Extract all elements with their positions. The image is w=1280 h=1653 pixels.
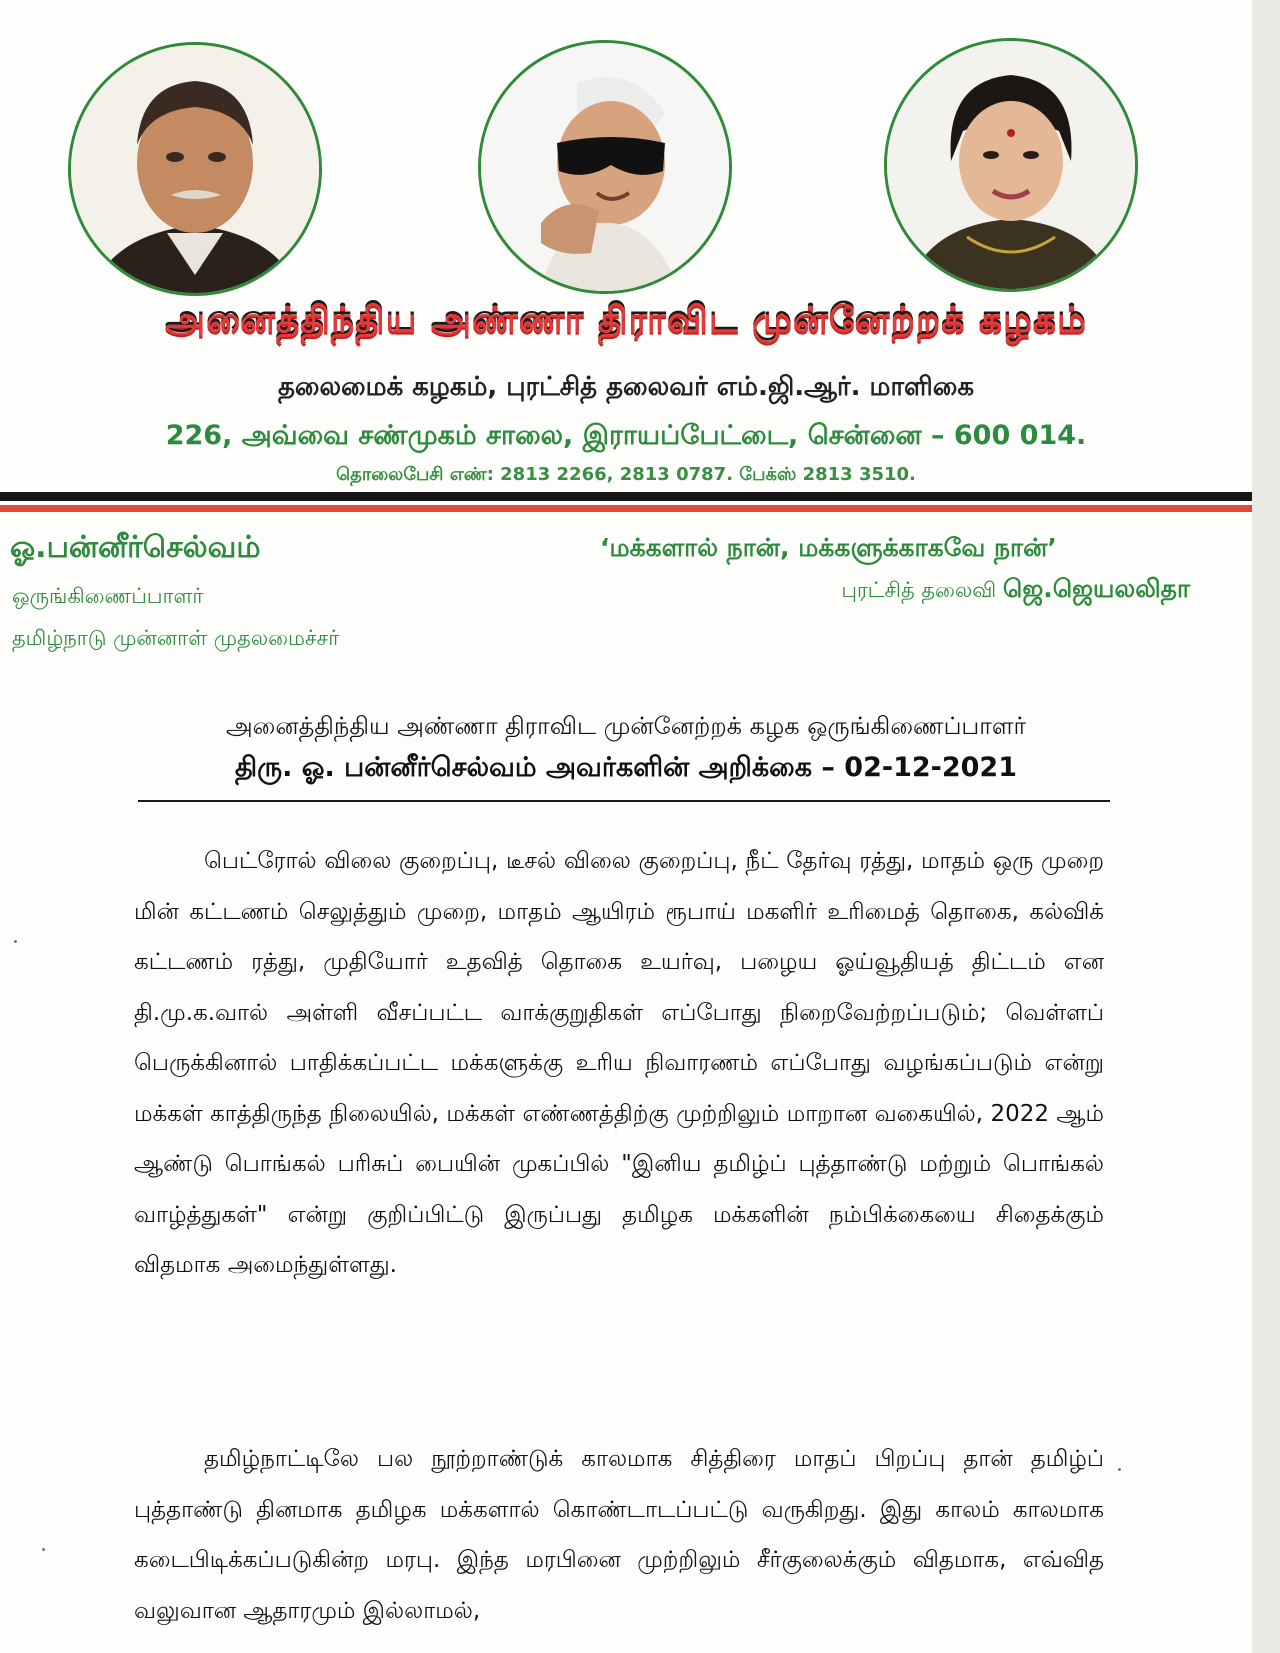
portrait-right: [884, 38, 1138, 292]
statement-heading-line2: திரு. ஓ. பன்னீர்செல்வம் அவர்களின் அறிக்கை – 02-12-2021: [235, 752, 1017, 783]
headquarters-line: தலைமைக் கழகம், புரட்சித் தலைவர் எம்.ஜி.ஆர். மாளிகை: [277, 372, 975, 402]
portrait-left: [68, 42, 322, 296]
sender-name: ஓ.பன்னீர்செல்வம்: [10, 530, 261, 565]
portrait-left-image: [71, 45, 319, 293]
scan-speck: [1118, 1468, 1121, 1471]
header-rule-red: [0, 505, 1252, 512]
statement-paragraph-1: பெட்ரோல் விலை குறைப்பு, டீசல் விலை குறைப்பு, நீட் தேர்வு ரத்து, மாதம் ஒரு முறை மின் கட்டணம் செலுத்தும் முறை, மாதம் ஆயிரம் ரூபாய் மகளிர் உரிமைத் தொகை, கல்விக் கட்டணம் ரத்து, முதியோர் உதவித் தொகை உயர்வு, பழைய ஓய்வூதியத் திட்டம் என தி.மு.க.வால் அள்ளி வீசப்பட்ட வாக்குறுதிகள் எப்போது நிறைவேற்றப்படும்; வெள்ளப் பெருக்கினால் பாதிக்கப்பட்ட மக்களுக்கு உரிய நிவாரணம் எப்போது வழங்கப்படும் என்று மக்கள் காத்திருந்த நிலையில், மக்கள் எண்ணத்திற்கு முற்றிலும் மாறான வகையில், 2022 ஆம் ஆண்டு பொங்கல் பரிசுப் பையின் முகப்பில் "இனிய தமிழ்ப் புத்தாண்டு மற்றும் பொங்கல் வாழ்த்துகள்" என்று குறிப்பிட்டு இருப்பது தமிழக மக்களின் நம்பிக்கையை சிதைக்கும் விதமாக அமைந்துள்ளது.: [134, 848, 1105, 1278]
motto-attribution: [841, 574, 1190, 607]
sender-former-title: தமிழ்நாடு முன்னாள் முதலமைச்சர்: [12, 626, 340, 650]
motto-attribution-prefix: புரட்சித் தலைவி: [841, 578, 997, 602]
page-edge: [1252, 0, 1280, 1653]
statement-heading-underline: [138, 800, 1110, 802]
address-line: 226, அவ்வை சண்முகம் சாலை, இராயப்பேட்டை, சென்னை – 600 014.: [165, 420, 1087, 451]
sender-role: ஒருங்கிணைப்பாளர்: [12, 584, 204, 608]
organization-name: அனைத்திந்திய அண்ணா திராவிட முன்னேற்றக் கழகம்: [165, 300, 1087, 341]
portrait-center-image: [481, 43, 729, 291]
phone-line: தொலைபேசி எண்: 2813 2266, 2813 0787. பேக்ஸ் 2813 3510.: [336, 464, 916, 485]
statement-heading-line1: அனைத்திந்திய அண்ணா திராவிட முன்னேற்றக் கழக ஒருங்கிணைப்பாளர்: [225, 712, 1027, 740]
statement-paragraph-2: தமிழ்நாட்டிலே பல நூற்றாண்டுக் காலமாக சித்திரை மாதப் பிறப்பு தான் தமிழ்ப் புத்தாண்டு தினமாக தமிழக மக்களால் கொண்டாடப்பட்டு வருகிறது. இது காலம் காலமாக கடைபிடிக்கப்படுகின்ற மரபு. இந்த மரபினை முற்றிலும் சீர்குலைக்கும் விதமாக, எவ்வித வலுவான ஆதாரமும் இல்லாமல்,: [134, 1446, 1104, 1624]
header-rule-black: [0, 492, 1252, 501]
motto-attribution-name: ஜெ.ஜெயலலிதா: [1002, 574, 1190, 603]
motto-quote: ‘மக்களால் நான், மக்களுக்காகவே நான்’: [600, 533, 1057, 562]
portrait-center: [478, 40, 732, 294]
portrait-right-image: [887, 41, 1135, 289]
scan-speck: [14, 940, 17, 943]
scan-speck: [42, 1548, 45, 1551]
